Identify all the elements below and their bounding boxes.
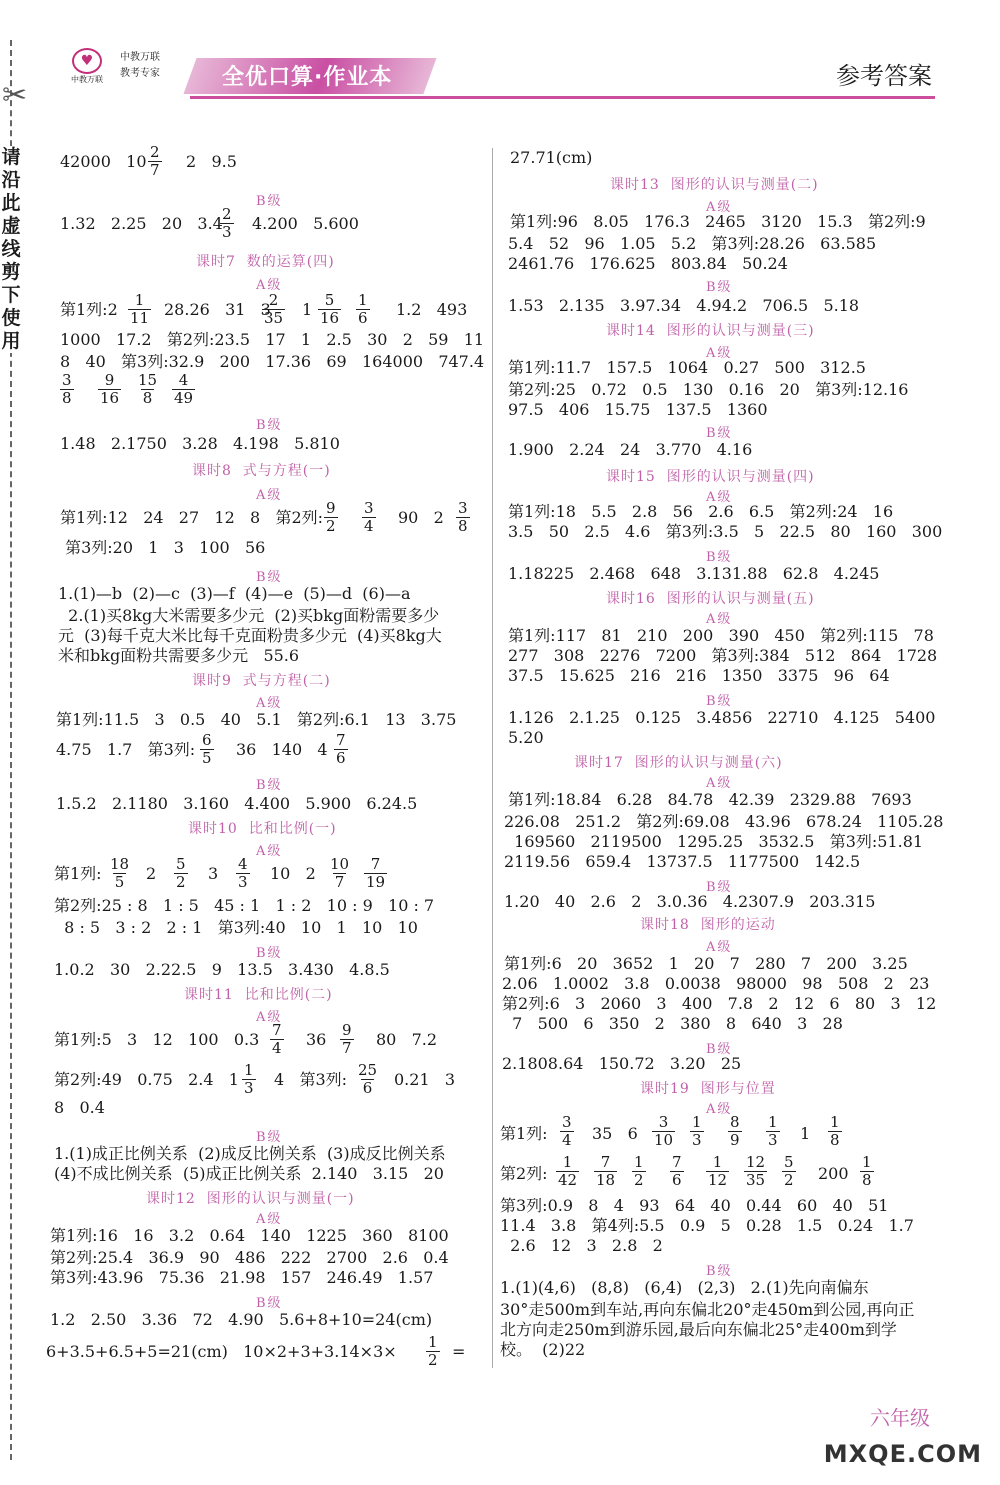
answer-line: 第2列:6 3 2060 3 400 7.8 2 12 6 80 3 12 — [502, 994, 937, 1013]
answer-line: 北方向走250m到游乐园,最后向东偏北25°走400m到学 — [500, 1320, 897, 1339]
answer-line: 8 0.4 — [54, 1098, 105, 1117]
answer-line: 1.(1)—b (2)—c (3)—f (4)—e (5)—d (6)—a — [58, 584, 411, 603]
fraction: 7 6 — [672, 1153, 682, 1189]
level-label: B级 — [256, 778, 283, 793]
cut-instruction: 请沿此虚线剪下使用 — [1, 146, 21, 352]
fraction: 12 35 — [746, 1153, 766, 1189]
grade-footer: 六年级 — [870, 1406, 930, 1430]
answer-line: 1.20 40 2.6 2 3.0.36 4.2307.9 203.315 — [504, 892, 876, 911]
answer-line: 1.0.2 30 2.22.5 9 13.5 3.430 4.8.5 — [54, 960, 390, 979]
answer-line: 0.21 3 — [394, 1070, 456, 1089]
lesson-heading: 课时17 图形的认识与测量(六) — [574, 755, 783, 771]
fraction: 5 16 — [320, 291, 340, 327]
watermark: MXQE.COM — [823, 1440, 982, 1468]
book-title: 全优口算·作业本 — [222, 65, 393, 90]
answer-line: 90 2 — [398, 508, 444, 527]
level-label: A级 — [256, 1010, 283, 1025]
fraction: 3 8 — [62, 371, 72, 407]
header-rule — [190, 96, 935, 99]
answer-line: 2.1808.64 150.72 3.20 25 — [502, 1054, 742, 1073]
fraction: 7 6 — [336, 731, 346, 767]
answer-line: 第1列:96 8.05 176.3 2465 3120 15.3 第2列:9 — [510, 212, 926, 231]
fraction: 15 8 — [138, 371, 158, 407]
level-label: B级 — [706, 1042, 733, 1057]
fraction: 7 19 — [366, 855, 386, 891]
fraction: 2 35 — [264, 291, 284, 327]
lesson-heading: 课时8 式与方程(一) — [192, 463, 331, 479]
lesson-heading: 课时7 数的运算(四) — [196, 254, 335, 270]
answer-line: 1.(1)成正比例关系 (2)成反比例关系 (3)成反比例关系 — [54, 1144, 446, 1163]
answer-line: 第1列:5 3 12 100 0.3 — [54, 1030, 260, 1049]
heart-icon: ♥ — [72, 48, 102, 74]
fraction: 25 6 — [358, 1061, 378, 1097]
lesson-heading: 课时15 图形的认识与测量(四) — [606, 469, 815, 485]
answer-line: 36 140 4 — [236, 740, 328, 759]
lesson-heading: 课时10 比和比例(一) — [188, 821, 337, 837]
answer-line: 第1列:18 5.5 2.8 56 2.6 6.5 第2列:24 16 — [508, 502, 894, 521]
answer-line: 2119.56 659.4 13737.5 1177500 142.5 — [504, 852, 861, 871]
fraction: 2 3 — [222, 205, 232, 241]
level-label: B级 — [256, 1296, 283, 1311]
level-label: A级 — [256, 1212, 283, 1227]
answer-line: 2 — [146, 864, 157, 883]
answer-line: 第3列:43.96 75.36 21.98 157 246.49 1.57 — [50, 1268, 434, 1287]
answer-line: 1.5.2 2.1180 3.160 4.400 5.900 6.24.5 — [56, 794, 418, 813]
level-label: A级 — [256, 278, 283, 293]
answer-line: 27.71(cm) — [510, 148, 593, 167]
answer-line: 7 500 6 350 2 380 8 640 3 28 — [502, 1014, 843, 1033]
level-label: A级 — [256, 488, 283, 503]
answer-line: 2 9.5 — [186, 152, 237, 171]
answer-line: 37.5 15.625 216 216 1350 3375 96 64 — [508, 666, 890, 685]
answer-line: 277 308 2276 7200 第3列:384 512 864 1728 — [508, 646, 938, 665]
answer-line: 元 (3)每千克大米比每千克面粉贵多少元 (4)买8kg大 — [58, 626, 442, 645]
level-label: B级 — [706, 694, 733, 709]
fraction: 9 16 — [100, 371, 120, 407]
answer-line: 11.4 3.8 第4列:5.5 0.9 5 0.28 1.5 0.24 1.7 — [500, 1216, 914, 1235]
fraction: 9 7 — [342, 1021, 352, 1057]
lesson-heading: 课时11 比和比例(二) — [184, 987, 333, 1003]
brand-line-1: 中教万联 — [120, 52, 160, 63]
answer-line: 第2列:25 : 8 1 : 5 45 : 1 1 : 2 10 : 9 10 : 7 — [54, 896, 435, 915]
answer-line: 第2列: — [500, 1164, 548, 1183]
level-label: B级 — [706, 426, 733, 441]
answer-line: 1000 17.2 第2列:23.5 17 1 2.5 30 2 59 11 — [60, 330, 485, 349]
answer-title: 参考答案 — [836, 62, 932, 90]
answer-line: = — [452, 1342, 466, 1361]
fraction: 1 6 — [358, 291, 368, 327]
answer-line: 2.(1)买8kg大米需要多少元 (2)买bkg面粉需要多少 — [58, 606, 440, 625]
answer-line: 1.48 2.1750 3.28 4.198 5.810 — [60, 434, 340, 453]
answer-line: 8 : 5 3 : 2 2 : 1 第3列:40 10 1 10 10 — [54, 918, 418, 937]
level-label: B级 — [256, 418, 283, 433]
fraction: 18 5 — [110, 855, 130, 891]
level-label: B级 — [256, 194, 283, 209]
answer-line: 5.4 52 96 1.05 5.2 第3列:28.26 63.585 — [508, 234, 877, 253]
answer-line: 第1列:117 81 210 200 390 450 第2列:115 78 — [508, 626, 934, 645]
lesson-heading: 课时13 图形的认识与测量(二) — [610, 177, 819, 193]
fraction: 6 5 — [202, 731, 212, 767]
level-label: B级 — [256, 1130, 283, 1145]
answer-line: 3.5 50 2.5 4.6 第3列:3.5 5 22.5 80 160 300 — [508, 522, 943, 541]
answer-line: 2461.76 176.625 803.84 50.24 — [508, 254, 788, 273]
fraction: 4 3 — [238, 855, 248, 891]
fraction: 7 4 — [272, 1021, 282, 1057]
lesson-heading: 课时12 图形的认识与测量(一) — [146, 1191, 355, 1207]
answer-line: 第1列: — [54, 864, 102, 883]
answer-line: 第1列:11.7 157.5 1064 0.27 500 312.5 — [508, 358, 866, 377]
level-label: A级 — [706, 612, 733, 627]
answer-line: 1.32 2.25 20 3.4 — [60, 214, 223, 233]
answer-line: 8 40 第3列:32.9 200 17.36 69 164000 747.4 — [60, 352, 485, 371]
scissors-icon: ✂ — [2, 78, 28, 113]
fraction: 7 18 — [596, 1153, 616, 1189]
answer-line: 2.06 1.0002 3.8 0.0038 98000 98 508 2 23 — [502, 974, 930, 993]
answer-line: 1 — [302, 300, 313, 319]
logo-text: 中教万联 — [71, 75, 103, 84]
fraction: 1 11 — [130, 291, 150, 327]
answer-line: 80 7.2 — [376, 1030, 438, 1049]
fraction: 2 7 — [150, 143, 160, 179]
answer-line: 2.6 12 3 2.8 2 — [500, 1236, 663, 1255]
answer-line: 28.26 31 3 — [164, 300, 271, 319]
answer-line: 1.(1)(4,6) (8,8) (6,4) (2,3) 2.(1)先向南偏东 — [500, 1278, 869, 1297]
fraction: 5 2 — [784, 1153, 794, 1189]
answer-line: 42000 10 — [60, 152, 147, 171]
fraction: 9 2 — [326, 499, 336, 535]
answer-line: 97.5 406 15.75 137.5 1360 — [508, 400, 768, 419]
lesson-heading: 课时14 图形的认识与测量(三) — [606, 323, 815, 339]
column-divider — [492, 148, 493, 1368]
fraction: 1 8 — [862, 1153, 872, 1189]
fraction: 1 3 — [692, 1113, 702, 1149]
level-label: A级 — [256, 696, 283, 711]
answer-line: 第1列:2 — [60, 300, 118, 319]
answer-line: 1.2 2.50 3.36 72 4.90 5.6+8+10=24(cm) — [50, 1310, 433, 1329]
fraction: 3 8 — [458, 499, 468, 535]
lesson-heading: 课时9 式与方程(二) — [192, 673, 331, 689]
answer-line: 1.53 2.135 3.97.34 4.94.2 706.5 5.18 — [508, 296, 860, 315]
level-label: B级 — [256, 570, 283, 585]
answer-line: 200 — [818, 1164, 849, 1183]
answer-line: 第3列:20 1 3 100 56 — [60, 538, 266, 557]
fraction: 3 4 — [562, 1113, 572, 1149]
answer-line: 第2列:25 0.72 0.5 130 0.16 20 第3列:12.16 — [508, 380, 909, 399]
level-label: A级 — [706, 940, 733, 955]
answer-line: 第2列:25.4 36.9 90 486 222 2700 2.6 0.4 — [50, 1248, 449, 1267]
answer-line: 第1列:6 20 3652 1 20 7 280 7 200 3.25 — [504, 954, 908, 973]
level-label: A级 — [706, 1102, 733, 1117]
brand-line-2: 教考专家 — [120, 68, 160, 79]
answer-line: 第2列:49 0.75 2.4 1 — [54, 1070, 239, 1089]
answer-line: 4 第3列: — [274, 1070, 348, 1089]
answer-line: 第3列:0.9 8 4 93 64 40 0.44 60 40 51 — [500, 1196, 889, 1215]
answer-line: 米和bkg面粉共需要多少元 55.6 — [58, 646, 300, 665]
fraction: 3 10 — [654, 1113, 674, 1149]
level-label: A级 — [706, 346, 733, 361]
fraction: 1 12 — [708, 1153, 728, 1189]
answer-line: 1.2 493 — [396, 300, 468, 319]
answer-line: 1 — [800, 1124, 811, 1143]
answer-line: 第1列: — [500, 1124, 548, 1143]
level-label: A级 — [706, 200, 733, 215]
level-label: A级 — [706, 776, 733, 791]
level-label: B级 — [706, 550, 733, 565]
answer-line: 3 — [208, 864, 219, 883]
answer-line: (4)不成比例关系 (5)成正比例关系 2.140 3.15 20 — [54, 1164, 444, 1183]
answer-line: 第1列:16 16 3.2 0.64 140 1225 360 8100 — [50, 1226, 449, 1245]
level-label: A级 — [256, 844, 283, 859]
answer-line: 第1列:12 24 27 12 8 第2列: — [60, 508, 324, 527]
answer-line: 169560 2119500 1295.25 3532.5 第3列:51.81 — [504, 832, 924, 851]
fraction: 1 42 — [558, 1153, 578, 1189]
level-label: B级 — [706, 880, 733, 895]
fraction: 1 2 — [428, 1333, 438, 1369]
answer-line: 1.126 2.1.25 0.125 3.4856 22710 4.125 5400 — [508, 708, 936, 727]
answer-line: 36 — [306, 1030, 327, 1049]
answer-line: 4.200 5.600 — [252, 214, 359, 233]
answer-line: 35 6 — [592, 1124, 638, 1143]
answer-line: 30°走500m到车站,再向东偏北20°走450m到公园,再向正 — [500, 1300, 915, 1319]
answer-line: 1.900 2.24 24 3.770 4.16 — [508, 440, 753, 459]
answer-line: 10 2 — [270, 864, 316, 883]
level-label: B级 — [706, 1264, 733, 1279]
fraction: 1 2 — [634, 1153, 644, 1189]
fraction: 1 3 — [244, 1061, 254, 1097]
lesson-heading: 课时19 图形与位置 — [640, 1081, 776, 1097]
answer-line: 第1列:11.5 3 0.5 40 5.1 第2列:6.1 13 3.75 — [56, 710, 457, 729]
publisher-logo — [62, 48, 112, 88]
fraction: 4 49 — [174, 371, 194, 407]
answer-line: 4.75 1.7 第3列: — [56, 740, 196, 759]
fraction: 1 8 — [830, 1113, 840, 1149]
answer-line: 校。 (2)22 — [500, 1340, 586, 1359]
fraction: 8 9 — [730, 1113, 740, 1149]
level-label: A级 — [706, 490, 733, 505]
level-label: B级 — [256, 946, 283, 961]
fraction: 10 7 — [330, 855, 350, 891]
fraction: 5 2 — [176, 855, 186, 891]
lesson-heading: 课时18 图形的运动 — [640, 917, 776, 933]
answer-line: 6+3.5+6.5+5=21(cm) 10×2+3+3.14×3× — [46, 1342, 397, 1361]
lesson-heading: 课时16 图形的认识与测量(五) — [606, 591, 815, 607]
brand-text — [120, 50, 160, 82]
level-label: B级 — [706, 280, 733, 295]
answer-line: 226.08 251.2 第2列:69.08 43.96 678.24 1105.28 — [504, 812, 944, 831]
answer-line: 5.20 — [508, 728, 544, 747]
fraction: 1 3 — [768, 1113, 778, 1149]
fraction: 3 4 — [364, 499, 374, 535]
answer-line: 第1列:18.84 6.28 84.78 42.39 2329.88 7693 — [508, 790, 912, 809]
answer-line: 1.18225 2.468 648 3.131.88 62.8 4.245 — [508, 564, 880, 583]
